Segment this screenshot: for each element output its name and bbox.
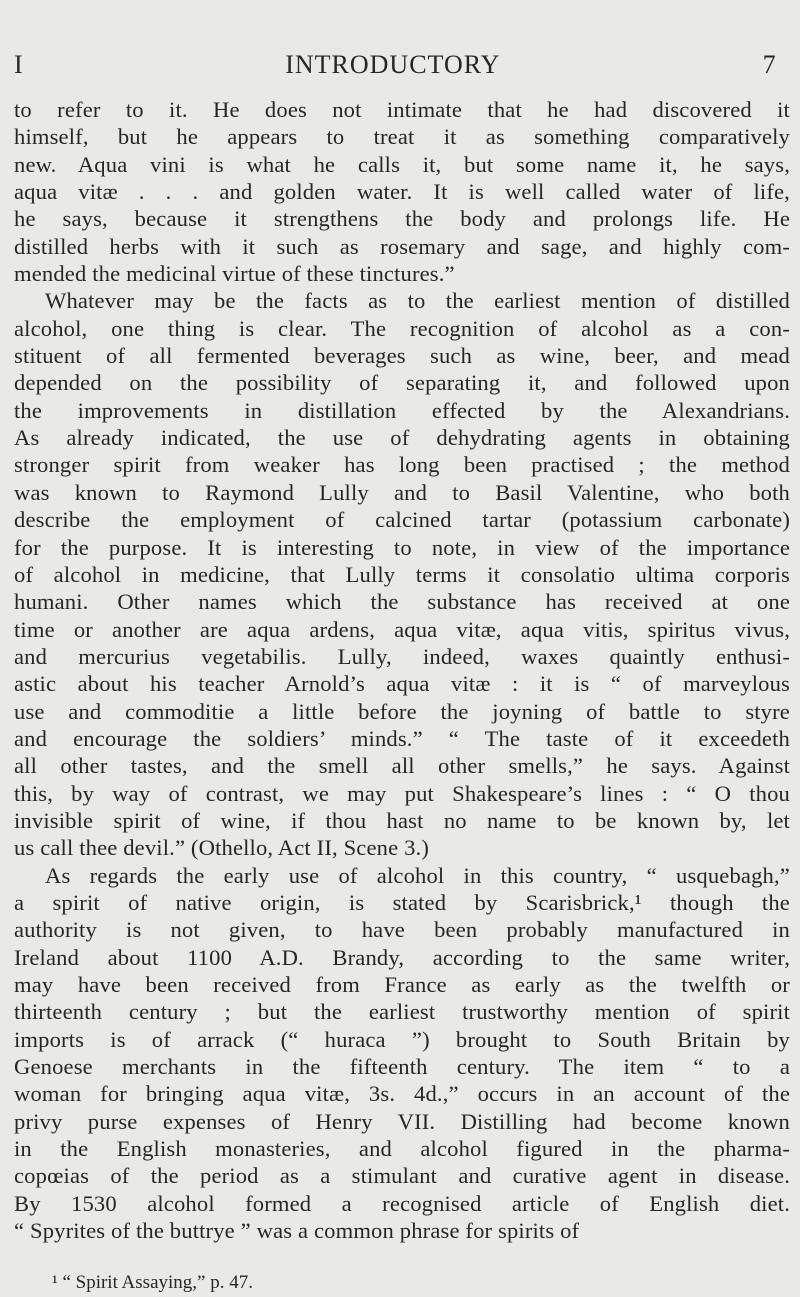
text-line: thirteenth century ; but the earliest trustworthy mention of spirit xyxy=(14,999,790,1025)
text-line: stronger spirit from weaker has long been practised ; the method xyxy=(14,452,790,478)
text-line: distilled herbs with it such as rosemary and sage, and highly com- xyxy=(14,233,790,259)
text-line: himself, but he appears to treat it as something comparatively xyxy=(14,124,790,150)
text-line: in the English monasteries, and alcohol figured in the pharma- xyxy=(14,1136,790,1162)
text-line: us call thee devil.” (Othello, Act II, Scene 3.) xyxy=(14,835,430,861)
text-line: imports is of arrack (“ huraca ”) brought to South Britain by xyxy=(14,1026,790,1052)
text-line: and encourage the soldiers’ minds.” “ The taste of it exceedeth xyxy=(14,725,790,751)
text-line: Whatever may be the facts as to the earliest mention of distilled xyxy=(45,288,790,314)
text-line: authority is not given, to have been probably manufactured in xyxy=(14,917,790,943)
text-line: astic about his teacher Arnold’s aqua vitæ : it is “ of marveylous xyxy=(14,671,790,697)
text-line: time or another are aqua ardens, aqua vitæ, aqua vitis, spiritus vivus, xyxy=(14,616,790,642)
text-line: As regards the early use of alcohol in this country, “ usquebagh,” xyxy=(45,862,790,888)
text-line: all other tastes, and the smell all other smells,” he says. Against xyxy=(14,753,790,779)
text-line: to refer to it. He does not intimate that he had discovered it xyxy=(14,97,790,122)
text-line: “ Spyrites of the buttrye ” was a common phrase for spirits of xyxy=(14,1218,580,1244)
text-line: woman for bringing aqua vitæ, 3s. 4d.,” occurs in an account of the xyxy=(14,1081,790,1107)
text-line: of alcohol in medicine, that Lully terms it consolatio ultima corporis xyxy=(14,561,790,587)
text-line: the improvements in distillation effected by the Alexandrians. xyxy=(14,397,790,423)
text-line: aqua vitæ . . . and golden water. It is well called water of life, xyxy=(14,179,790,205)
text-line: alcohol, one thing is clear. The recognition of alcohol as a con- xyxy=(14,315,790,341)
text-line: describe the employment of calcined tartar (potassium carbonate) xyxy=(14,507,790,533)
text-line: use and commoditie a little before the joyning of battle to styre xyxy=(14,698,790,724)
text-line: and mercurius vegetabilis. Lully, indeed, waxes quaintly enthusi- xyxy=(14,643,790,669)
text-line: stituent of all fermented beverages such as wine, beer, and mead xyxy=(14,343,790,369)
text-line: he says, because it strengthens the body and prolongs life. He xyxy=(14,206,790,232)
chapter-number: I xyxy=(14,50,23,79)
body-text xyxy=(14,96,790,1244)
running-title: INTRODUCTORY xyxy=(285,50,501,79)
text-line: By 1530 alcohol formed a recognised article of English diet. xyxy=(14,1190,790,1216)
text-line: humani. Other names which the substance has received at one xyxy=(14,589,790,615)
text-line: Ireland about 1100 A.D. Brandy, according to the same writer, xyxy=(14,944,790,970)
text-line: privy purse expenses of Henry VII. Distilling had become known xyxy=(14,1108,790,1134)
text-line: for the purpose. It is interesting to note, in view of the importance xyxy=(14,534,790,560)
text-line: copœias of the period as a stimulant and curative agent in disease. xyxy=(14,1163,790,1189)
text-line: Genoese merchants in the fifteenth century. The item “ to a xyxy=(14,1054,790,1080)
text-line: new. Aqua vini is what he calls it, but some name it, he says, xyxy=(14,151,790,177)
text-line: this, by way of contrast, we may put Shakespeare’s lines : “ O thou xyxy=(14,780,790,806)
footnote: ¹ “ Spirit Assaying,” p. 47. xyxy=(52,1272,253,1293)
text-line: depended on the possibility of separating it, and followed upon xyxy=(14,370,790,396)
page-number: 7 xyxy=(762,50,776,79)
text-line: As already indicated, the use of dehydrating agents in obtaining xyxy=(14,425,790,451)
running-header xyxy=(14,50,776,80)
text-line: invisible spirit of wine, if thou hast no name to be known by, let xyxy=(14,807,790,833)
text-line: mended the medicinal virtue of these tinctures.” xyxy=(14,261,455,287)
text-line: may have been received from France as early as the twelfth or xyxy=(14,972,790,997)
text-line: was known to Raymond Lully and to Basil Valentine, who both xyxy=(14,479,790,505)
text-line: a spirit of native origin, is stated by Scarisbrick,¹ though the xyxy=(14,889,790,915)
